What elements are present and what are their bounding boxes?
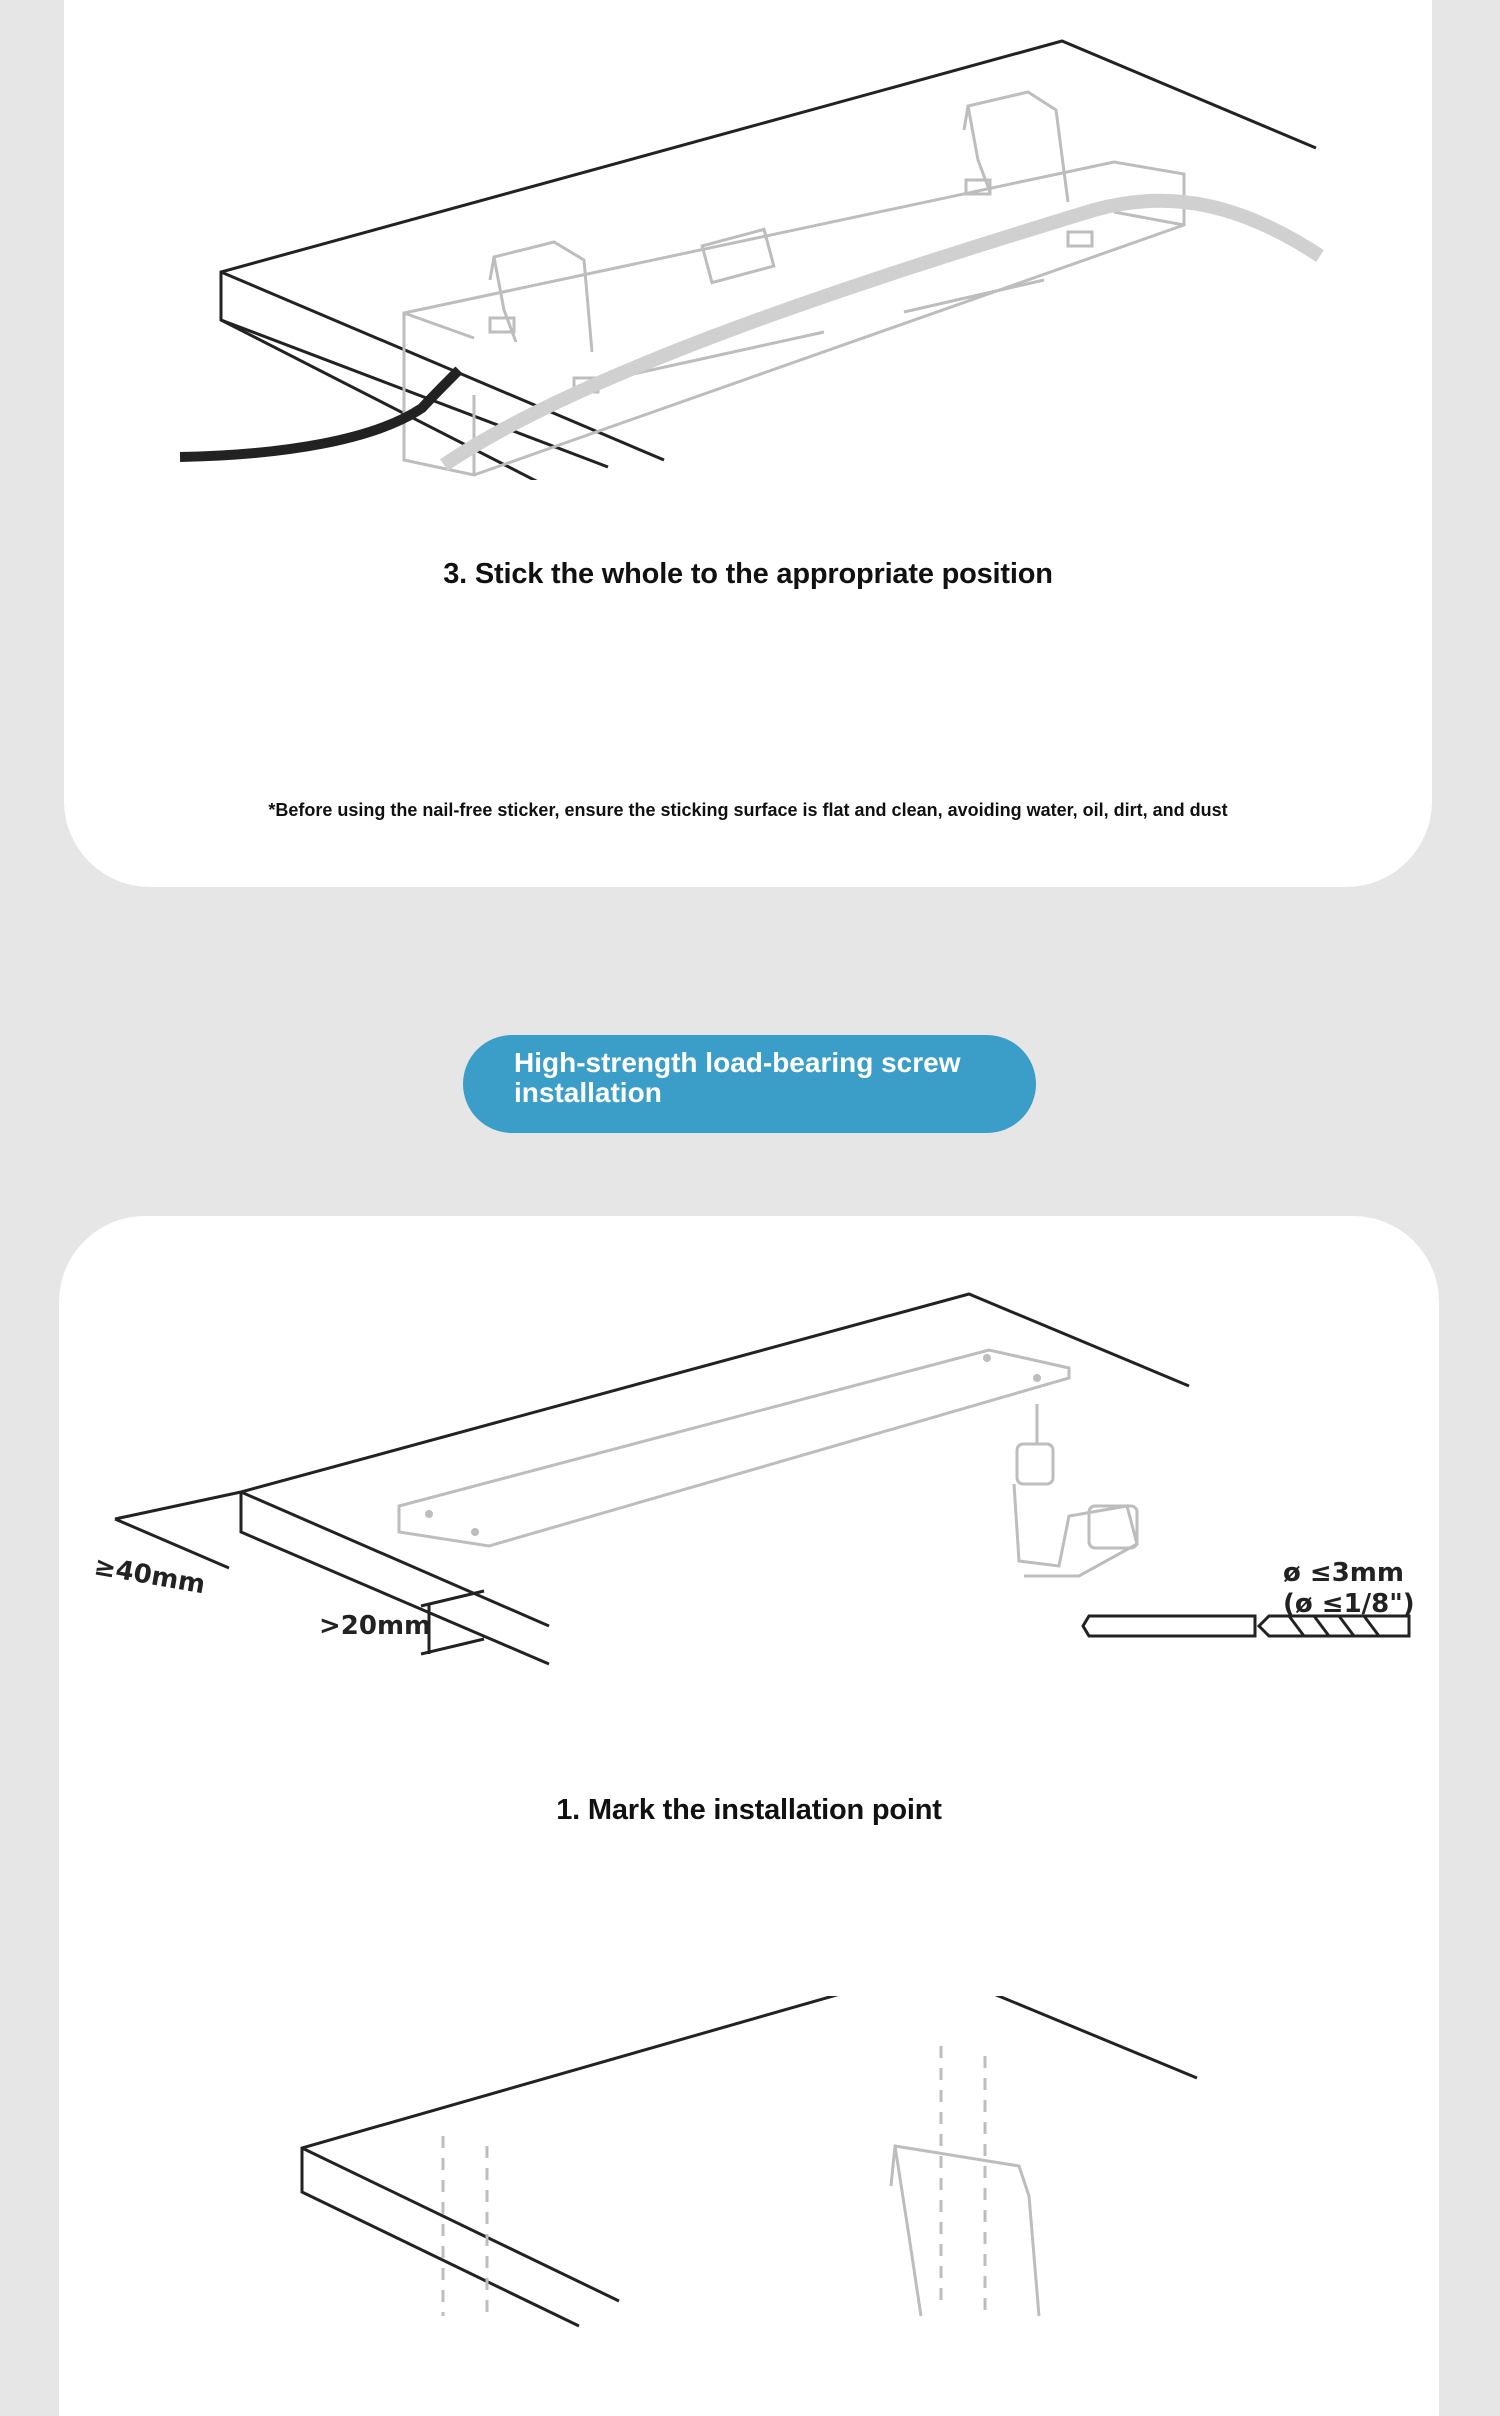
screw-install-illustration-2 — [59, 1996, 1439, 2336]
desk-edge — [302, 1996, 1197, 2326]
bracket — [891, 2146, 1039, 2316]
bracket-left — [490, 242, 598, 392]
depth-label: ≥40mm — [91, 1551, 208, 1601]
installation-card-screw — [59, 1216, 1439, 2416]
cable-tray — [404, 162, 1184, 475]
cable-dark — [180, 370, 459, 457]
step-3-caption: 3. Stick the whole to the appropriate position — [443, 558, 1053, 590]
screw-install-illustration-1 — [59, 1216, 1439, 1716]
drill-bit-icon — [1083, 1616, 1409, 1636]
thickness-label: >20mm — [319, 1611, 432, 1641]
screw-guide-lines — [443, 2046, 985, 2316]
drill-diameter-label: ø ≤3mm — [1283, 1558, 1404, 1588]
desk-edge-lower — [302, 2148, 619, 2301]
depth-dimension — [115, 1492, 241, 1568]
header-line-1: High-strength load-bearing screw — [514, 1047, 961, 1078]
sticker-note: *Before using the nail-free sticker, ensure the sticking surface is flat and clean, avoiding water, oil, dirt, and dust — [268, 800, 1228, 820]
adhesive-install-illustration — [64, 0, 1432, 480]
screw-installation-header — [463, 1035, 1036, 1133]
step-1-caption: 1. Mark the installation point — [556, 1794, 942, 1826]
desk-edge-lower — [241, 1492, 549, 1626]
installation-card-adhesive — [64, 0, 1432, 887]
drill-icon — [1014, 1404, 1137, 1576]
drill-diameter-imperial-label: (ø ≤1/8") — [1283, 1589, 1415, 1619]
header-line-2: installation — [514, 1077, 662, 1108]
mounting-plate — [399, 1350, 1069, 1546]
